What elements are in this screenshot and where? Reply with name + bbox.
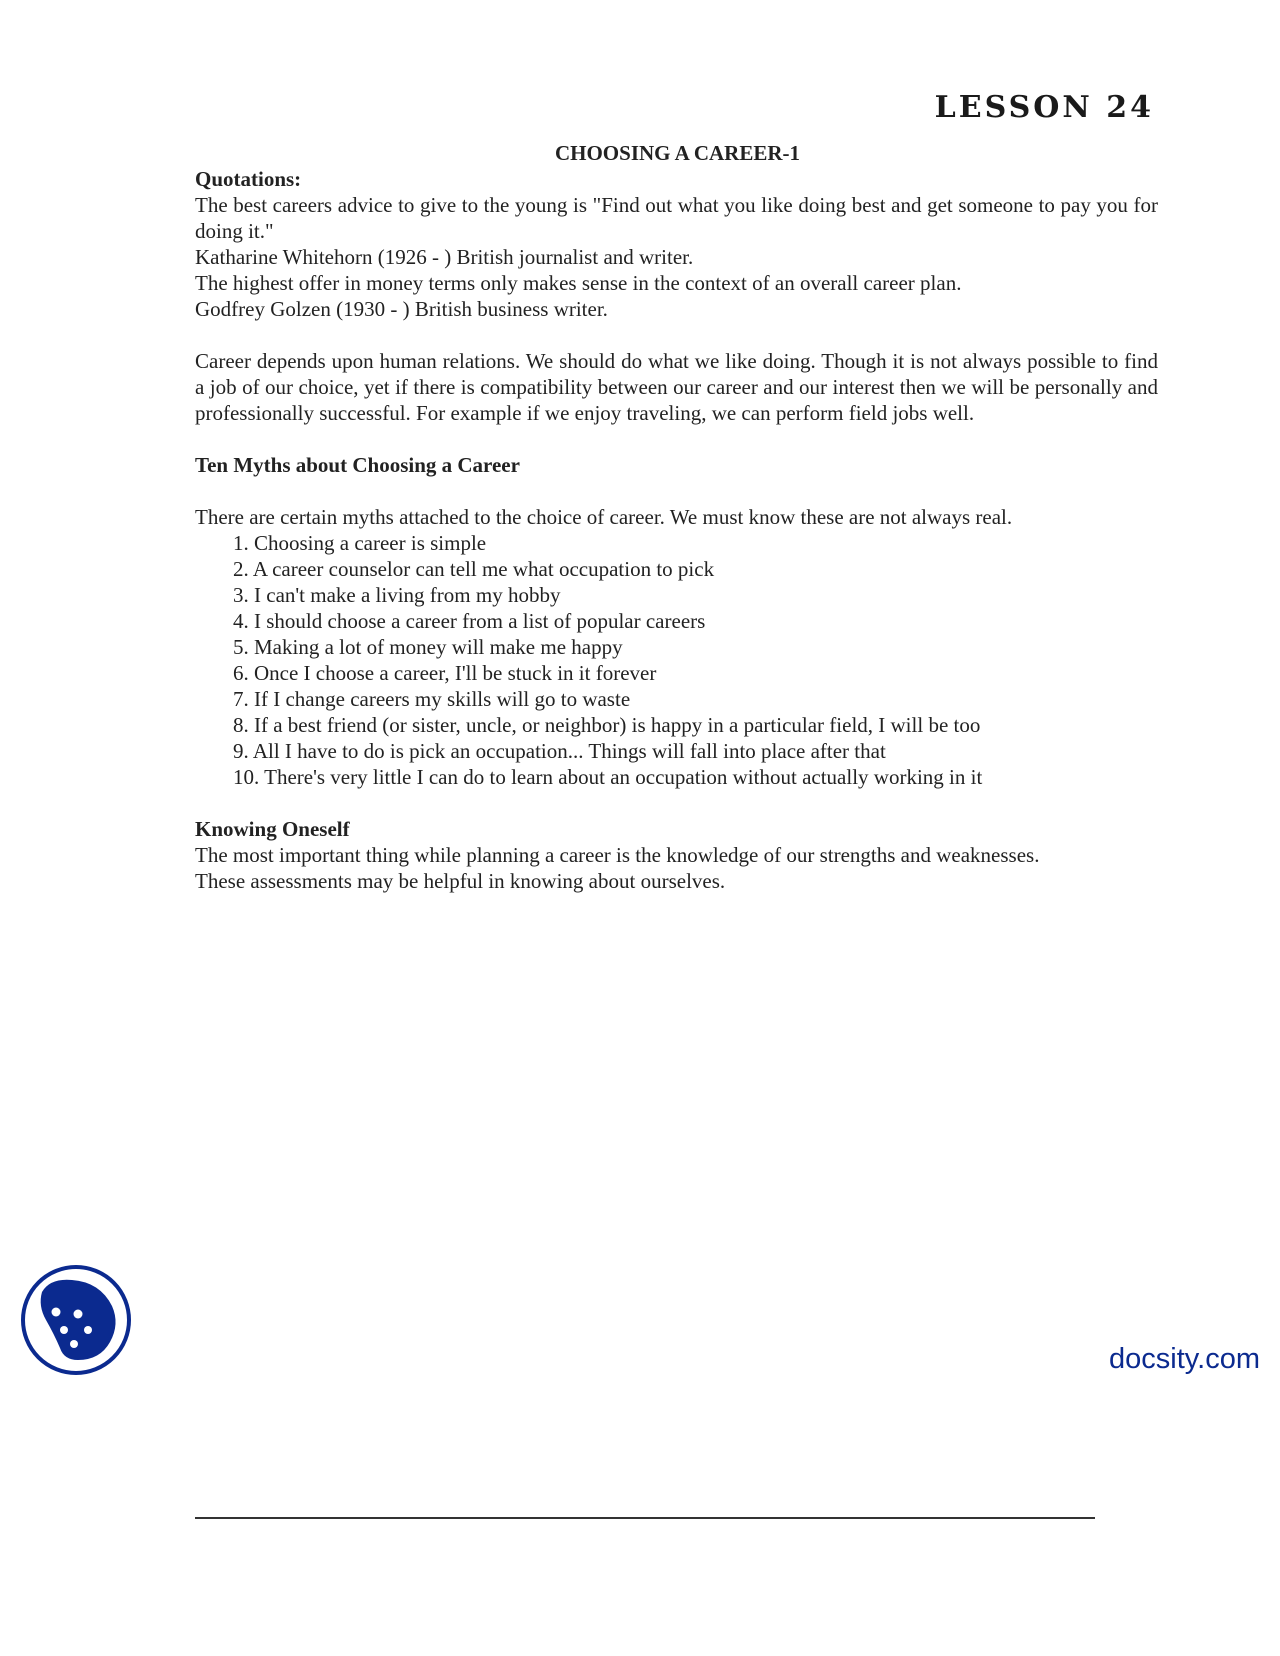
list-item-number: 2. (233, 557, 249, 581)
list-item-number: 9. (233, 739, 249, 763)
list-item-text: I should choose a career from a list of popular careers (254, 609, 706, 633)
paragraph-gap (195, 426, 1158, 452)
list-item (233, 634, 1158, 660)
docsity-logo-icon[interactable] (20, 1264, 132, 1376)
myths-list (195, 530, 1158, 790)
list-item-text: There's very little I can do to learn about an occupation without actually working in it (264, 765, 983, 789)
knowing-oneself-line: These assessments may be helpful in knowing about ourselves. (195, 869, 726, 893)
paragraph-gap (195, 322, 1158, 348)
list-item-text: I can't make a living from my hobby (254, 583, 561, 607)
list-item (233, 660, 1158, 686)
list-item-number: 6. (233, 661, 249, 685)
footer-divider (195, 1517, 1095, 1519)
list-item (233, 556, 1158, 582)
list-item-number: 1. (233, 531, 249, 555)
list-item-text: A career counselor can tell me what occupation to pick (252, 557, 715, 581)
list-item (233, 608, 1158, 634)
list-item (233, 686, 1158, 712)
list-item-number: 10. (233, 765, 260, 789)
myths-heading: Ten Myths about Choosing a Career (195, 453, 520, 477)
quotation-author: Katharine Whitehorn (1926 - ) British journalist and writer. (195, 245, 694, 269)
list-item-text: If a best friend (or sister, uncle, or neighbor) is happy in a particular field, I will be too (254, 713, 981, 737)
lesson-number-header (934, 90, 1154, 132)
list-item-text: Making a lot of money will make me happy (254, 635, 623, 659)
list-item-text: Once I choose a career, I'll be stuck in it forever (254, 661, 657, 685)
paragraph-gap (195, 478, 1158, 504)
list-item-text: If I change careers my skills will go to waste (254, 687, 631, 711)
myths-intro: There are certain myths attached to the choice of career. We must know these are not always real. (195, 505, 1013, 529)
page-title: CHOOSING A CAREER-1 (554, 141, 801, 165)
lesson-label: LESSON 24 (934, 90, 1154, 125)
list-item (233, 582, 1158, 608)
list-item (233, 530, 1158, 556)
list-item-number: 5. (233, 635, 249, 659)
docsity-logo-graphic (20, 1264, 132, 1376)
intro-paragraph: Career depends upon human relations. We should do what we like doing. Though it is not always possible to find a job of our choice, yet if there is compatibility between our career and our interest then we will be personally and professionally successful. For example if we enjoy traveling, we can perform field jobs well. (195, 349, 1158, 425)
knowing-oneself-line: The most important thing while planning a career is the knowledge of our strengths and weaknesses. (195, 843, 1040, 867)
list-item-number: 8. (233, 713, 249, 737)
list-item-text: Choosing a career is simple (254, 531, 487, 555)
quotation-author: Godfrey Golzen (1930 - ) British business writer. (195, 297, 608, 321)
list-item (233, 738, 1158, 764)
docsity-brand-link[interactable]: docsity.com (1109, 1343, 1260, 1375)
quotation-line: The best careers advice to give to the young is "Find out what you like doing best and get someone to pay you for doing it." (195, 193, 1158, 243)
quotations-heading: Quotations: (195, 167, 302, 191)
list-item-number: 4. (233, 609, 249, 633)
list-item (233, 764, 1158, 790)
list-item (233, 712, 1158, 738)
document-body (195, 166, 1158, 894)
paragraph-gap (195, 790, 1158, 816)
knowing-oneself-heading: Knowing Oneself (195, 817, 350, 841)
list-item-number: 7. (233, 687, 249, 711)
list-item-text: All I have to do is pick an occupation... Things will fall into place after that (252, 739, 886, 763)
list-item-number: 3. (233, 583, 249, 607)
quotation-line: The highest offer in money terms only makes sense in the context of an overall career plan. (195, 271, 962, 295)
